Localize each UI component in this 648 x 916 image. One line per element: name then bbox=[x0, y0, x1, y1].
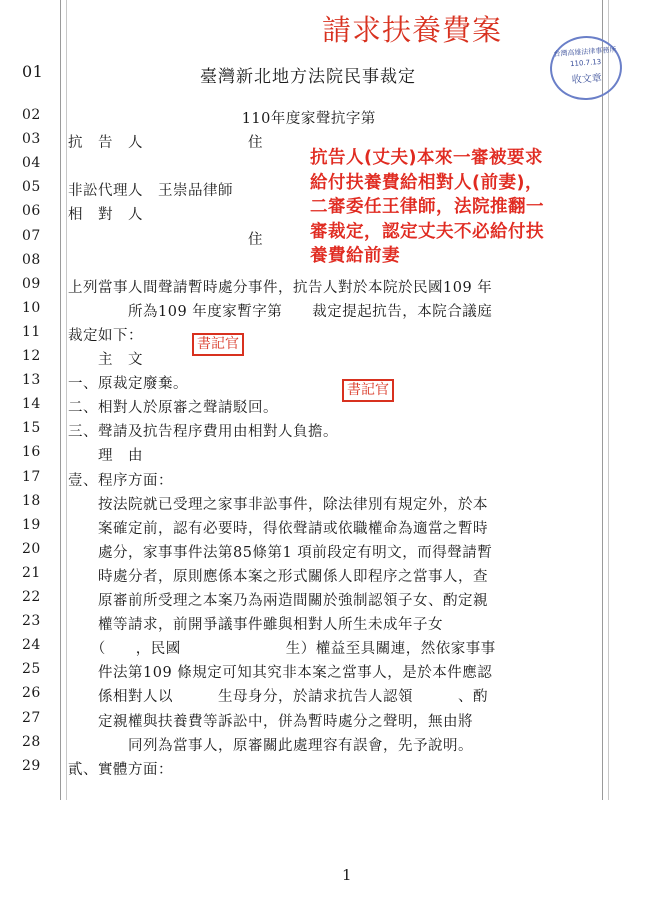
line-number: 26 bbox=[22, 685, 41, 702]
line-number: 21 bbox=[22, 564, 41, 581]
right-margin-rule-inner bbox=[608, 0, 609, 800]
line-number: 19 bbox=[22, 516, 41, 533]
receipt-stamp-date: 110.7.13 bbox=[569, 57, 602, 69]
receipt-stamp-office: 台灣高雄法律事務所 bbox=[553, 45, 617, 59]
body-line: （ ，民國 生）權益至具關連，然依家事事 bbox=[68, 641, 496, 658]
body-line: 係相對人以 生母身分，於請求抗告人認領 、酌 bbox=[68, 689, 488, 706]
line-number: 07 bbox=[22, 227, 41, 244]
page-number: 1 bbox=[342, 866, 352, 884]
body-line: 貳、實體方面： bbox=[68, 761, 173, 778]
line-number: 13 bbox=[22, 372, 41, 389]
body-line: 定親權與扶養費等訴訟中，併為暫時處分之聲明，無由將 bbox=[68, 713, 473, 730]
body-line: 裁定如下： bbox=[68, 327, 143, 344]
right-margin-rule bbox=[602, 0, 603, 800]
body-line: 原審前所受理之本案乃為兩造間關於強制認領子女、酌定親 bbox=[68, 593, 488, 609]
line-number: 16 bbox=[22, 444, 41, 461]
body-line: 主 文 bbox=[68, 352, 143, 368]
body-line: 案確定前，認有必要時，得依聲請或依職權命為適當之暫時 bbox=[68, 520, 488, 537]
line-number: 14 bbox=[22, 396, 41, 413]
line-number: 12 bbox=[22, 348, 41, 364]
line-number: 22 bbox=[22, 589, 41, 605]
annotation-line: 審裁定，認定丈夫不必給付扶 bbox=[310, 221, 544, 242]
line-number: 08 bbox=[22, 251, 41, 268]
line-number: 24 bbox=[22, 637, 41, 654]
line-number: 06 bbox=[22, 203, 41, 220]
case-type-stamp: 請求扶養費案 bbox=[322, 13, 503, 47]
body-line: 上列當事人間聲請暫時處分事件，抗告人對於本院於民國109 年 bbox=[68, 279, 493, 296]
line-number: 01 bbox=[22, 62, 44, 81]
body-line: 住 bbox=[68, 231, 263, 248]
body-line: 110年度家聲抗字第 bbox=[68, 111, 376, 127]
body-line: 處分，家事事件法第85條第1 項前段定有明文，而得聲請暫 bbox=[68, 544, 493, 561]
annotation-line: 養費給前妻 bbox=[310, 246, 400, 266]
annotation-line: 二審委任王律師，法院推翻一 bbox=[310, 197, 544, 217]
line-number: 03 bbox=[22, 131, 41, 148]
line-number: 04 bbox=[22, 155, 41, 172]
line-number: 10 bbox=[22, 299, 41, 316]
document-title: 臺灣新北地方法院民事裁定 bbox=[200, 67, 416, 87]
receipt-stamp-label: 收文章 bbox=[571, 72, 603, 87]
body-line: 同列為當事人，原審關此處理容有誤會，先予說明。 bbox=[68, 737, 473, 754]
clerk-seal: 書記官 bbox=[342, 379, 394, 402]
body-line: 抗 告 人 住 bbox=[68, 135, 263, 152]
line-number: 09 bbox=[22, 275, 41, 292]
line-number: 11 bbox=[22, 323, 41, 340]
receipt-stamp bbox=[548, 34, 624, 103]
body-line: 按法院就已受理之家事非訟事件，除法律別有規定外，於本 bbox=[68, 496, 488, 513]
body-line: 時處分者，原則應係本案之形式關係人即程序之當事人，查 bbox=[68, 568, 488, 585]
line-number: 28 bbox=[22, 733, 41, 750]
body-line: 所為109 年度家暫字第 裁定提起抗告，本院合議庭 bbox=[68, 303, 493, 320]
line-number: 18 bbox=[22, 492, 41, 509]
line-number: 27 bbox=[22, 709, 41, 726]
red-annotation bbox=[310, 146, 600, 269]
line-number: 29 bbox=[22, 757, 41, 774]
body-line: 件法第109 條規定可知其究非本案之當事人，是於本件應認 bbox=[68, 665, 493, 682]
body-line: 二、相對人於原審之聲請駁回。 bbox=[68, 400, 278, 417]
body-line: 非訟代理人 王崇品律師 bbox=[68, 183, 233, 200]
annotation-line: 給付扶養費給相對人(前妻)， bbox=[310, 172, 543, 193]
line-number: 02 bbox=[22, 107, 41, 123]
line-number: 15 bbox=[22, 420, 41, 437]
body-line: 壹、程序方面： bbox=[68, 472, 173, 489]
left-margin-rule bbox=[60, 0, 61, 800]
line-number: 17 bbox=[22, 468, 41, 485]
left-margin-rule-inner bbox=[66, 0, 67, 800]
annotation-line: 抗告人(丈夫)本來一審被要求 bbox=[310, 148, 543, 168]
line-number: 23 bbox=[22, 613, 41, 630]
body-line: 三、聲請及抗告程序費用由相對人負擔。 bbox=[68, 424, 338, 441]
body-line: 一、原裁定廢棄。 bbox=[68, 376, 188, 393]
clerk-seal: 書記官 bbox=[192, 333, 244, 356]
body-line: 權等請求，前開爭議事件雖與相對人所生未成年子女 bbox=[68, 617, 443, 634]
line-number: 20 bbox=[22, 540, 41, 557]
line-number: 05 bbox=[22, 179, 41, 196]
line-number: 25 bbox=[22, 661, 41, 678]
body-line: 理 由 bbox=[68, 448, 143, 465]
body-line: 相 對 人 bbox=[68, 207, 143, 224]
